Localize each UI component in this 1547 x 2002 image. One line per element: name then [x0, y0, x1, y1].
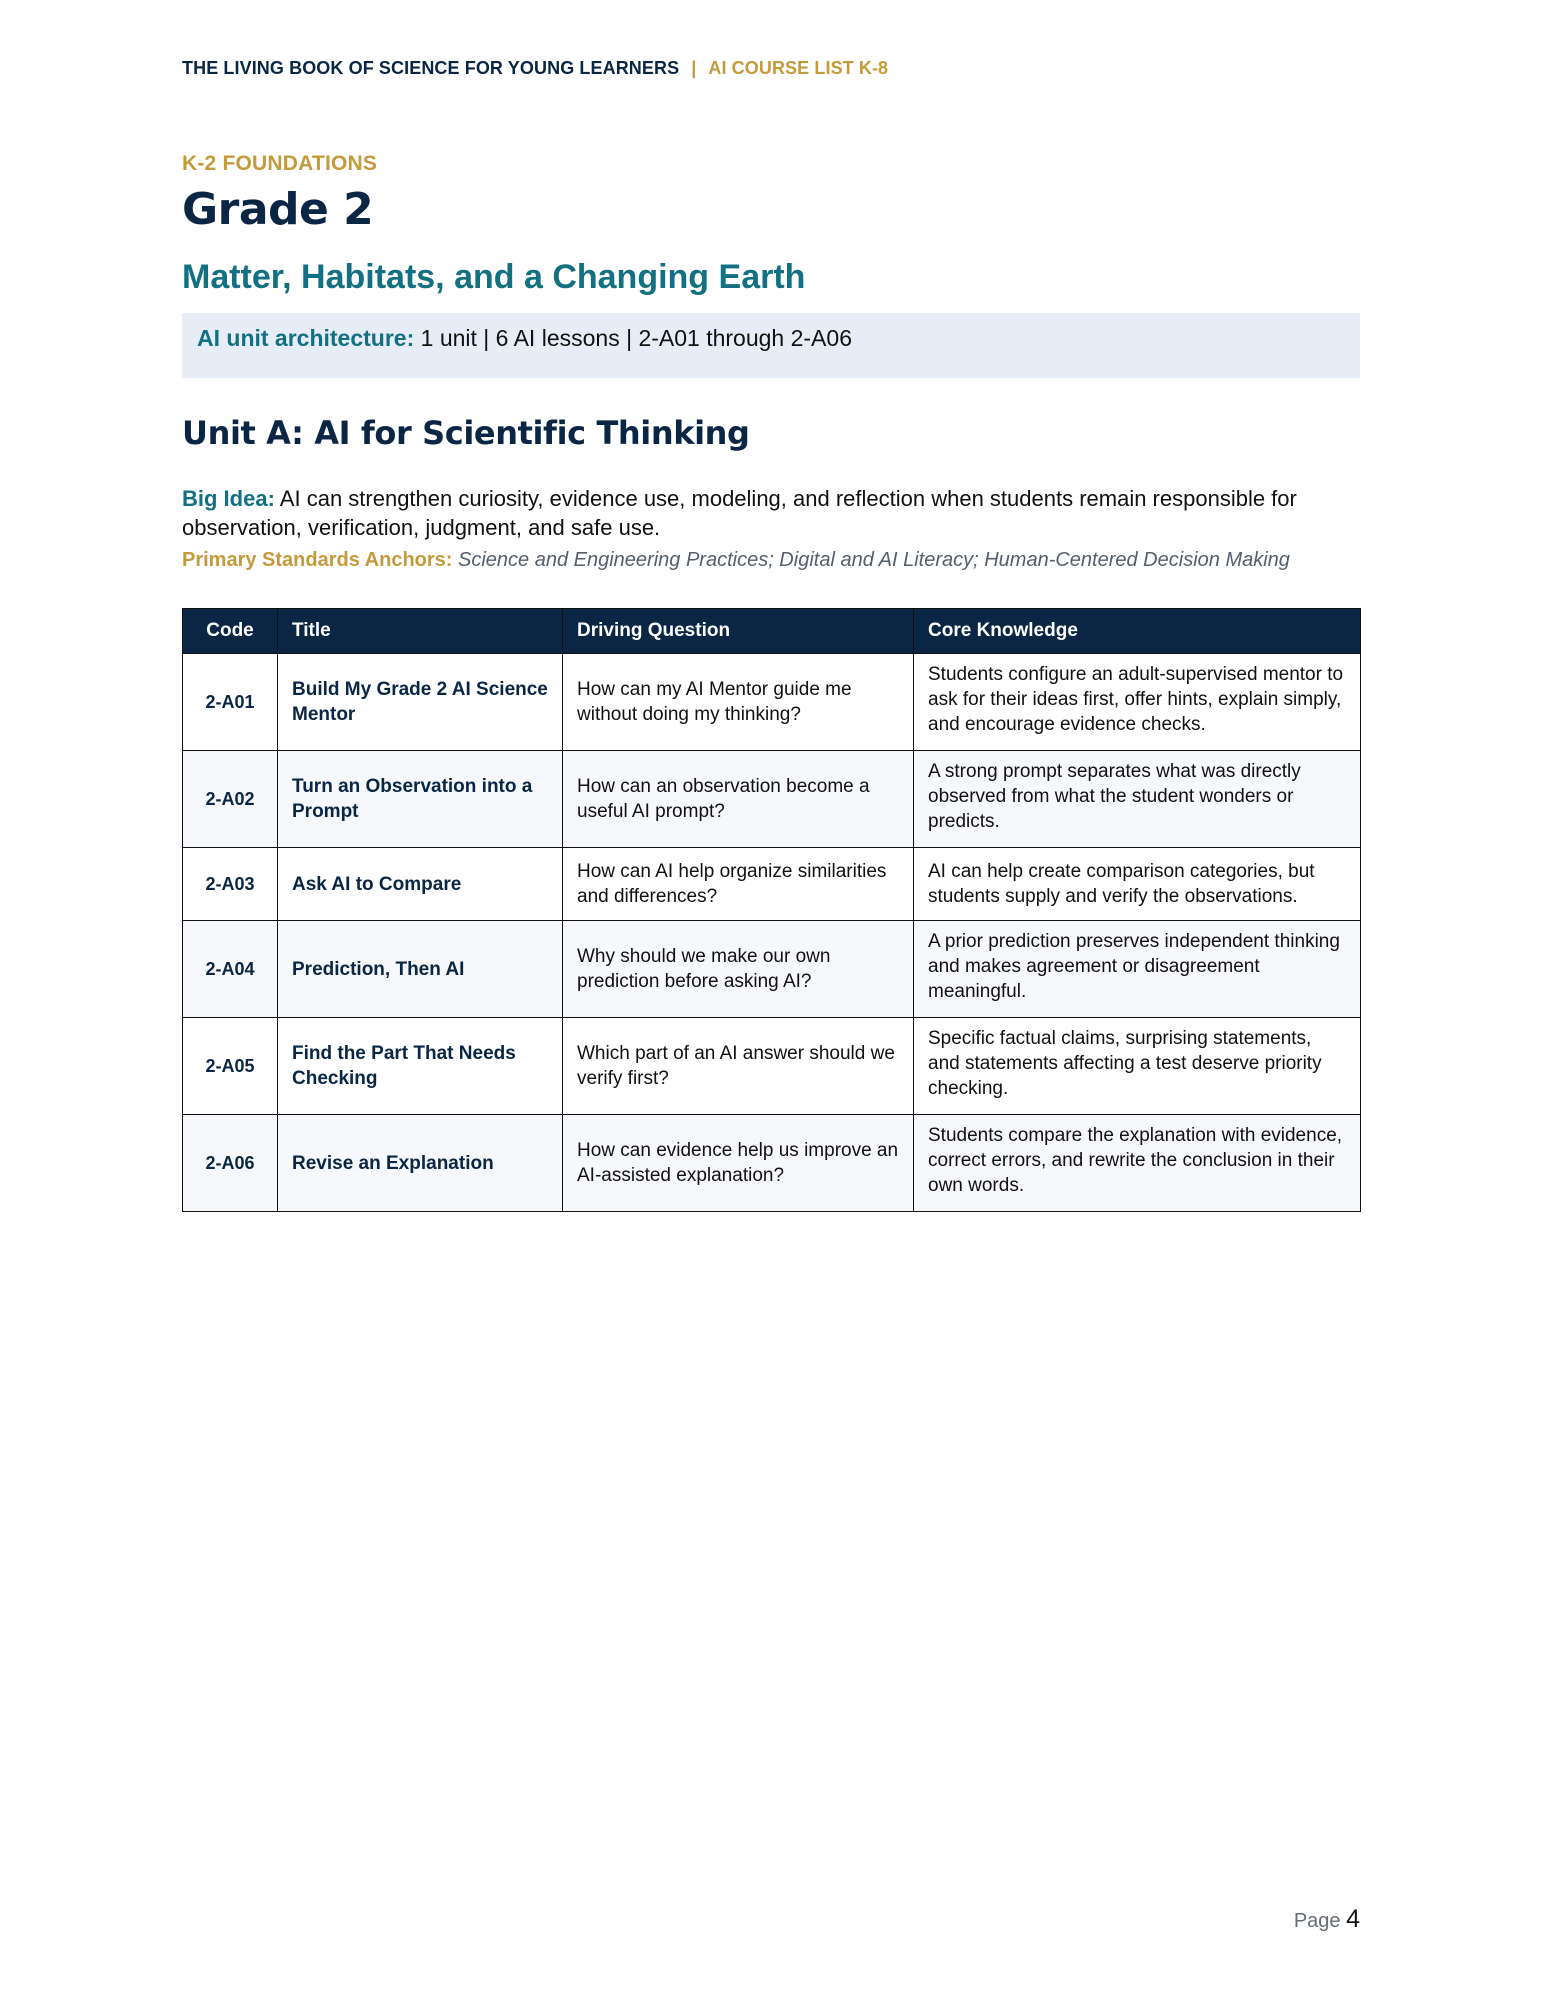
page-number-value: 4 [1346, 1905, 1360, 1933]
lesson-core-knowledge: Students compare the explanation with evidence, correct errors, and rewrite the conclusion in their own words. [914, 1115, 1361, 1212]
table-row [183, 921, 1361, 1018]
architecture-label: AI unit architecture: [197, 325, 415, 351]
lesson-code: 2-A02 [183, 751, 278, 848]
lesson-table [182, 608, 1361, 1212]
anchors-text: Science and Engineering Practices; Digital and AI Literacy; Human-Centered Decision Making [452, 549, 1290, 571]
header-separator: | [691, 58, 697, 78]
table-row [183, 848, 1361, 921]
big-idea [182, 484, 1360, 542]
lesson-title: Turn an Observation into a Prompt [278, 751, 563, 848]
lesson-code: 2-A01 [183, 654, 278, 751]
column-header-driving-question: Driving Question [563, 609, 914, 654]
standards-anchors [182, 548, 1360, 572]
lesson-driving-question: Why should we make our own prediction before asking AI? [563, 921, 914, 1018]
lesson-title: Find the Part That Needs Checking [278, 1018, 563, 1115]
series-title: THE LIVING BOOK OF SCIENCE FOR YOUNG LEARNERS [182, 58, 680, 78]
table-row [183, 654, 1361, 751]
page-number [1294, 1905, 1360, 1934]
lesson-code: 2-A06 [183, 1115, 278, 1212]
anchors-label: Primary Standards Anchors: [182, 549, 453, 571]
lesson-core-knowledge: Students configure an adult-supervised mentor to ask for their ideas first, offer hints, explain simply, and encourage evidence checks. [914, 654, 1361, 751]
grade-heading: Grade 2 [182, 184, 374, 235]
lesson-driving-question: How can an observation become a useful AI prompt? [563, 751, 914, 848]
table-row [183, 1018, 1361, 1115]
lesson-core-knowledge: Specific factual claims, surprising statements, and statements affecting a test deserve priority checking. [914, 1018, 1361, 1115]
table-row [183, 751, 1361, 848]
column-header-title: Title [278, 609, 563, 654]
lesson-title: Build My Grade 2 AI Science Mentor [278, 654, 563, 751]
column-header-core-knowledge: Core Knowledge [914, 609, 1361, 654]
big-idea-label: Big Idea: [182, 486, 275, 511]
big-idea-text: AI can strengthen curiosity, evidence use, modeling, and reflection when students remain responsible for observation, verification, judgment, and safe use. [182, 486, 1297, 540]
unit-heading: Unit A: AI for Scientific Thinking [182, 414, 750, 452]
lesson-driving-question: How can AI help organize similarities and differences? [563, 848, 914, 921]
lesson-driving-question: How can my AI Mentor guide me without doing my thinking? [563, 654, 914, 751]
table-header-row [183, 609, 1361, 654]
lesson-code: 2-A04 [183, 921, 278, 1018]
lesson-core-knowledge: AI can help create comparison categories, but students supply and verify the observations. [914, 848, 1361, 921]
lesson-driving-question: Which part of an AI answer should we verify first? [563, 1018, 914, 1115]
architecture-line [197, 325, 852, 352]
architecture-value: 1 unit | 6 AI lessons | 2-A01 through 2-A06 [414, 325, 852, 351]
lesson-driving-question: How can evidence help us improve an AI-assisted explanation? [563, 1115, 914, 1212]
architecture-callout [182, 313, 1360, 378]
running-header [182, 58, 888, 79]
lesson-title: Prediction, Then AI [278, 921, 563, 1018]
lesson-code: 2-A03 [183, 848, 278, 921]
lesson-title: Revise an Explanation [278, 1115, 563, 1212]
page-label: Page [1293, 1910, 1341, 1932]
lesson-title: Ask AI to Compare [278, 848, 563, 921]
section-eyebrow: K-2 FOUNDATIONS [182, 152, 378, 175]
lesson-code: 2-A05 [183, 1018, 278, 1115]
column-header-code: Code [183, 609, 278, 654]
lesson-core-knowledge: A prior prediction preserves independent thinking and makes agreement or disagreement meaningful. [914, 921, 1361, 1018]
grade-subtitle: Matter, Habitats, and a Changing Earth [182, 258, 806, 296]
lesson-core-knowledge: A strong prompt separates what was directly observed from what the student wonders or predicts. [914, 751, 1361, 848]
table-row [183, 1115, 1361, 1212]
course-title: AI COURSE LIST K-8 [708, 58, 889, 78]
